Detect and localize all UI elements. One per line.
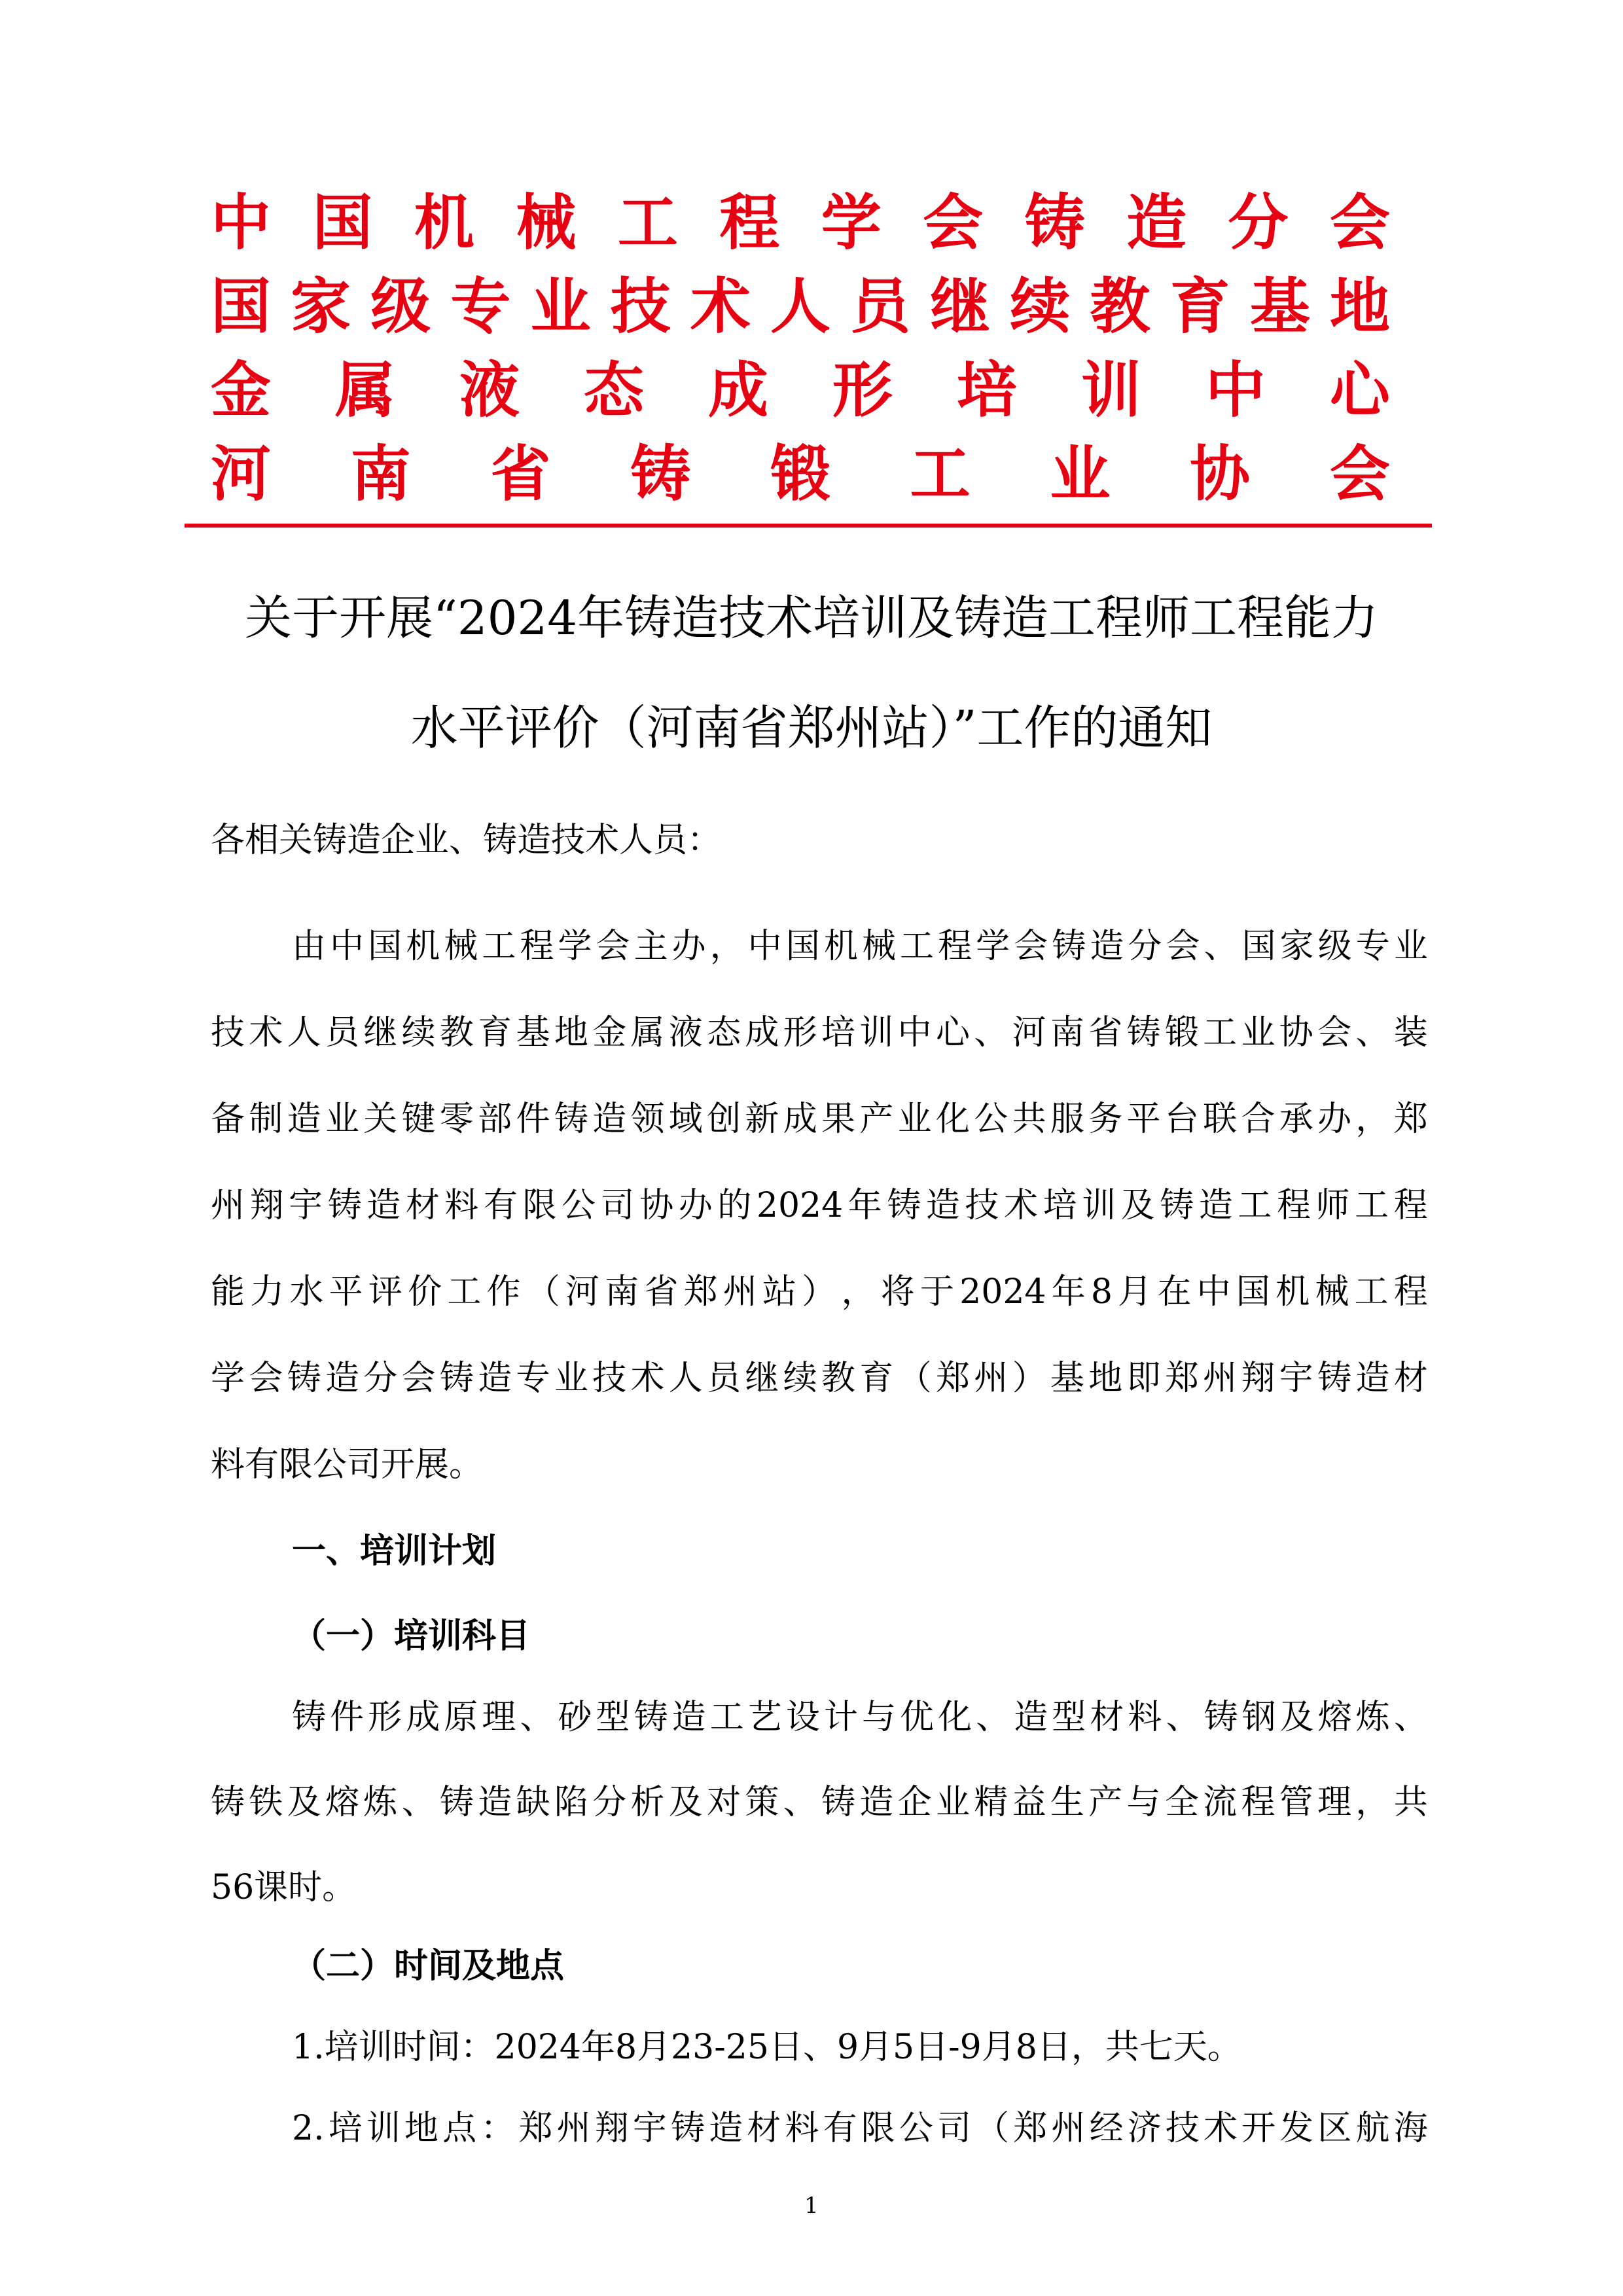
location-item: 2. 培 训 地 点 ： 郑 州 翔 宇 铸 造 材 料 有 限 公 司 （ 郑 州 经 济 技 术 开 发 区 航 海 bbox=[292, 2109, 1428, 2148]
notice-title-line-2: 水平评价（河南省郑州站）”工作的通知 bbox=[410, 700, 1213, 755]
intro-line: 由 中 国 机 械 工 程 学 会 主 办 ， 中 国 机 械 工 程 学 会 铸 造 分 会 、 国 家 级 专 业 bbox=[292, 927, 1428, 966]
letterhead-line-4: 河 南 省 铸 锻 工 业 协 会 bbox=[211, 439, 1390, 509]
intro-line: 州 翔 宇 铸 造 材 料 有 限 公 司 协 办 的 2024 年 铸 造 技 术 培 训 及 铸 造 工 程 师 工 程 bbox=[211, 1186, 1428, 1225]
intro-line: 技 术 人 员 继 续 教 育 基 地 金 属 液 态 成 形 培 训 中 心 、 河 南 省 铸 锻 工 业 协 会 、 装 bbox=[211, 1013, 1428, 1052]
intro-line: 能 力 水 平 评 价 工 作 （ 河 南 省 郑 州 站 ） ， 将 于 2024 年 8 月 在 中 国 机 械 工 程 bbox=[211, 1272, 1428, 1312]
letterhead-divider bbox=[185, 524, 1432, 528]
intro-line: 料有限公司开展。 bbox=[211, 1445, 484, 1484]
section-heading: 一、培训计划 bbox=[292, 1532, 497, 1571]
page-number: 1 bbox=[804, 2193, 819, 2219]
subsection-heading: （二）时间及地点 bbox=[292, 1946, 565, 1986]
subjects-line: 56课时。 bbox=[211, 1868, 357, 1907]
subjects-line: 铸 铁 及 熔 炼 、 铸 造 缺 陷 分 析 及 对 策 、 铸 造 企 业 精 益 生 产 与 全 流 程 管 理 ， 共 bbox=[211, 1783, 1428, 1822]
time-item: 1.培训时间：2024年8月23-25日、9月5日-9月8日，共七天。 bbox=[292, 2028, 1241, 2067]
letterhead-line-2: 国 家 级 专 业 技 术 人 员 继 续 教 育 基 地 bbox=[211, 272, 1390, 342]
salutation: 各相关铸造企业、铸造技术人员： bbox=[211, 821, 722, 860]
letterhead-line-1: 中 国 机 械 工 程 学 会 铸 造 分 会 bbox=[211, 188, 1390, 258]
letterhead-line-3: 金 属 液 态 成 形 培 训 中 心 bbox=[211, 355, 1390, 425]
intro-line: 学 会 铸 造 分 会 铸 造 专 业 技 术 人 员 继 续 教 育 （ 郑 州 ） 基 地 即 郑 州 翔 宇 铸 造 材 bbox=[211, 1359, 1428, 1398]
notice-title-line-1: 关于开展“2024年铸造技术培训及铸造工程师工程能力 bbox=[244, 590, 1379, 645]
subjects-line: 铸 件 形 成 原 理 、 砂 型 铸 造 工 艺 设 计 与 优 化 、 造 型 材 料 、 铸 钢 及 熔 炼 、 bbox=[292, 1698, 1428, 1737]
subsection-heading: （一）培训科目 bbox=[292, 1617, 531, 1656]
intro-line: 备 制 造 业 关 键 零 部 件 铸 造 领 域 创 新 成 果 产 业 化 公 共 服 务 平 台 联 合 承 办 ， 郑 bbox=[211, 1100, 1428, 1139]
